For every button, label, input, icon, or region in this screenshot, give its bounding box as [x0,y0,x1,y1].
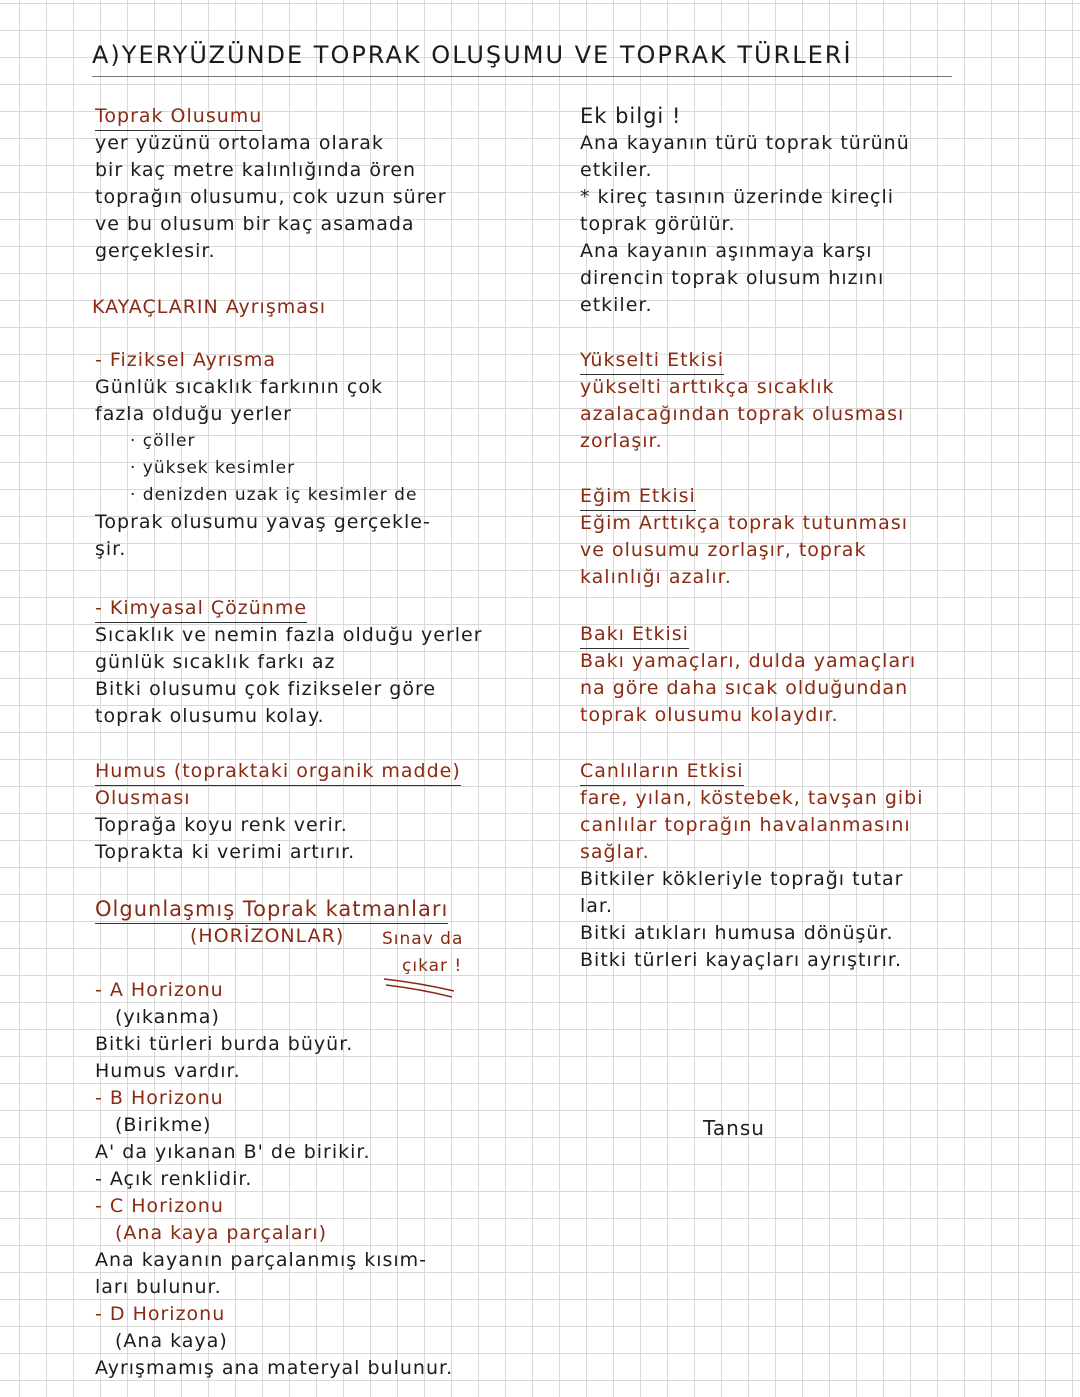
text-line: A' da yıkanan B' de birikir. [95,1141,371,1163]
text-line: Toprağa koyu renk verir. [95,814,348,836]
humus-heading: Humus (topraktaki organik madde) [95,758,461,786]
kimyasal-heading: - Kimyasal Çözünme [95,595,307,623]
text-line: toprak görülür. [580,213,736,235]
text-line: Toprakta ki verimi artırır. [95,841,356,863]
list-item: · denizden uzak iç kesimler de [130,485,418,505]
ek-bilgi-heading: Ek bilgi ! [580,104,682,128]
list-item: · çöller [130,431,196,451]
text-line: ları bulunur. [95,1276,222,1298]
b-horizon-title: - B Horizonu [95,1087,224,1109]
text-line: Humus vardır. [95,1060,241,1082]
title-underline [92,76,952,77]
text-line: kalınlığı azalır. [580,566,732,588]
text-line: Bitki olusumu çok fizikseler göre [95,678,437,700]
toprak-olusumu-heading: Toprak Olusumu [95,103,262,131]
text-line: Ayrışmamış ana materyal bulunur. [95,1357,454,1379]
text-line: etkiler. [580,159,653,181]
text-line: Bitki atıkları humusa dönüşür. [580,922,894,944]
text-line: Bitki türleri burda büyür. [95,1033,354,1055]
text-line: yükselti arttıkça sıcaklık [580,376,835,398]
canlilar-heading: Canlıların Etkisi [580,758,744,786]
d-horizon-sub: (Ana kaya) [115,1330,228,1352]
emphasis-scribble-icon [380,973,460,999]
signature: Tansu [703,1116,765,1140]
d-horizon-title: - D Horizonu [95,1303,226,1325]
c-horizon-sub: (Ana kaya parçaları) [115,1222,327,1244]
text-line: ve olusumu zorlaşır, toprak [580,539,867,561]
text-line: canlılar toprağın havalanmasını [580,814,911,836]
baki-heading: Bakı Etkisi [580,621,689,649]
text-line: Bitkiler kökleriyle toprağı tutar [580,868,904,890]
text-line: sağlar. [580,841,650,863]
text-line: Toprak olusumu yavaş gerçekle- [95,511,431,533]
text-line: etkiler. [580,294,653,316]
kayaclarin-heading: KAYAÇLARIN Ayrışması [92,296,327,318]
text-line: toprak olusumu kolay. [95,705,325,727]
text-line: azalacağından toprak olusması [580,403,905,425]
fiziksel-heading: - Fiziksel Ayrısma [95,349,276,371]
text-line: - Açık renklidir. [95,1168,253,1190]
text-line: Ana kayanın parçalanmış kısım- [95,1249,428,1271]
exam-note: çıkar ! [402,956,463,976]
humus-heading-2: Olusması [95,787,191,809]
olgun-heading-2: (HORİZONLAR) [190,925,345,947]
text-line: Eğim Arttıkça toprak tutunması [580,512,908,534]
a-horizon-sub: (yıkanma) [115,1006,220,1028]
text-line: ve bu olusum bir kaç asamada [95,213,415,235]
text-line: na göre daha sıcak olduğundan [580,677,909,699]
olgun-heading: Olgunlaşmış Toprak katmanları [95,896,448,924]
text-line: toprağın olusumu, cok uzun sürer [95,186,447,208]
text-line: direncin toprak olusum hızını [580,267,885,289]
text-line: bir kaç metre kalınlığında ören [95,159,417,181]
text-line: lar. [580,895,614,917]
text-line: şir. [95,538,127,560]
yukselti-heading: Yükselti Etkisi [580,347,724,375]
text-line: Bakı yamaçları, dulda yamaçları [580,650,917,672]
text-line: * kireç tasının üzerinde kireçli [580,186,895,208]
text-line: Sıcaklık ve nemin fazla olduğu yerler [95,624,483,646]
text-line: toprak olusumu kolaydır. [580,704,839,726]
exam-note: Sınav da [382,929,464,949]
b-horizon-sub: (Birikme) [115,1114,212,1136]
text-line: zorlaşır. [580,430,663,452]
list-item: · yüksek kesimler [130,458,296,478]
text-line: Ana kayanın türü toprak türünü [580,132,910,154]
text-line: Bitki türleri kayaçları ayrıştırır. [580,949,902,971]
text-line: yer yüzünü ortolama olarak [95,132,384,154]
page-title: A)YERYÜZÜNDE TOPRAK OLUŞUMU VE TOPRAK TÜRLERİ [92,41,853,69]
text-line: Günlük sıcaklık farkının çok [95,376,383,398]
a-horizon-title: - A Horizonu [95,979,224,1001]
egim-heading: Eğim Etkisi [580,483,696,511]
text-line: günlük sıcaklık farkı az [95,651,336,673]
text-line: gerçeklesir. [95,240,216,262]
text-line: fazla olduğu yerler [95,403,292,425]
text-line: Ana kayanın aşınmaya karşı [580,240,873,262]
text-line: fare, yılan, köstebek, tavşan gibi [580,787,924,809]
c-horizon-title: - C Horizonu [95,1195,224,1217]
